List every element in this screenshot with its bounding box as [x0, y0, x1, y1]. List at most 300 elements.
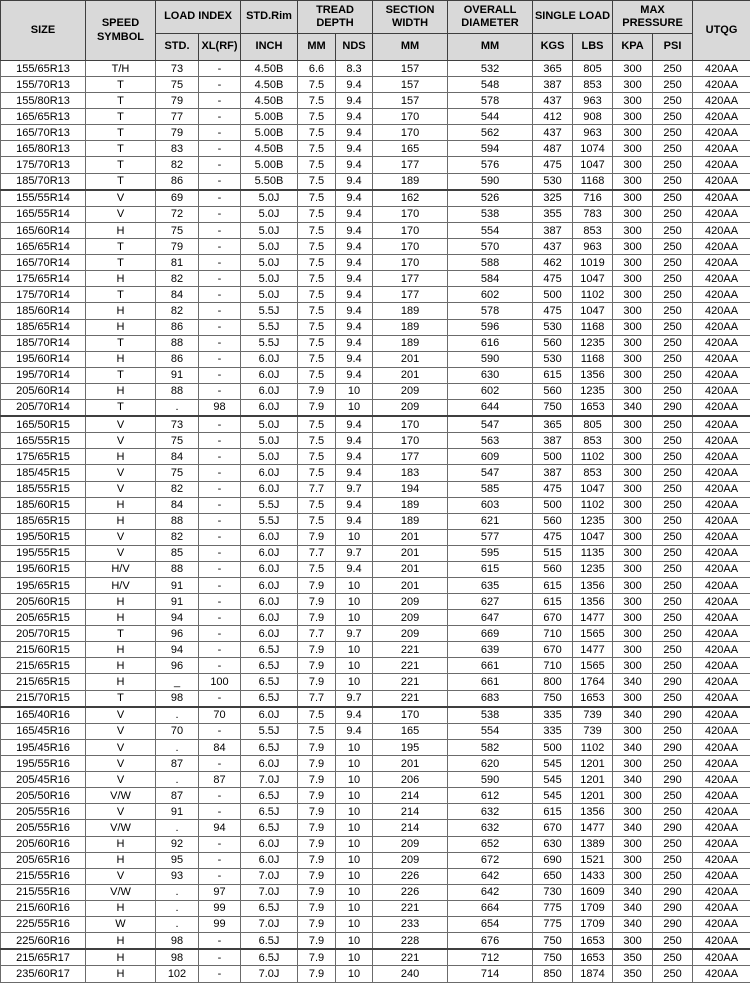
table-row [1, 271, 750, 287]
table-cell: 7.9 [298, 529, 336, 545]
table-cell: 532 [448, 61, 533, 77]
table-cell: 1235 [573, 513, 613, 529]
table-cell: H [86, 594, 156, 610]
table-cell: 621 [448, 513, 533, 529]
table-cell: 590 [448, 173, 533, 190]
table-cell: 588 [448, 255, 533, 271]
table-cell: V/W [86, 788, 156, 804]
table-cell: 420AA [693, 707, 750, 724]
table-cell: 1047 [573, 529, 613, 545]
table-cell: 165/60R14 [1, 223, 86, 239]
table-cell: V/W [86, 820, 156, 836]
table-cell: V [86, 416, 156, 433]
table-cell: 170 [373, 206, 448, 222]
table-cell: - [199, 206, 241, 222]
table-row [1, 966, 750, 983]
table-cell: 240 [373, 966, 448, 983]
table-cell: 9.4 [336, 319, 373, 335]
table-cell: 7.5 [298, 190, 336, 207]
table-cell: 530 [533, 319, 573, 335]
table-cell: 7.5 [298, 351, 336, 367]
table-cell: 9.7 [336, 690, 373, 707]
header-tread-depth: TREAD DEPTH [298, 1, 373, 34]
table-cell: 420AA [693, 173, 750, 190]
table-cell: 175/65R15 [1, 449, 86, 465]
table-cell: 225/55R16 [1, 916, 86, 932]
table-cell: 577 [448, 529, 533, 545]
table-row [1, 223, 750, 239]
table-cell: 250 [653, 223, 693, 239]
table-cell: 635 [448, 578, 533, 594]
table-cell: 8.3 [336, 61, 373, 77]
table-cell: 155/55R14 [1, 190, 86, 207]
table-cell: 205/50R16 [1, 788, 86, 804]
table-cell: 300 [613, 239, 653, 255]
table-cell: - [199, 529, 241, 545]
table-row [1, 255, 750, 271]
table-cell: 97 [199, 884, 241, 900]
table-cell: 10 [336, 756, 373, 772]
table-row [1, 433, 750, 449]
table-cell: 300 [613, 335, 653, 351]
table-cell: 420AA [693, 157, 750, 173]
table-cell: . [156, 740, 199, 756]
table-cell: 98 [156, 690, 199, 707]
table-cell: - [199, 93, 241, 109]
table-cell: 195/50R15 [1, 529, 86, 545]
table-cell: 185/70R14 [1, 335, 86, 351]
table-cell: 1653 [573, 949, 613, 966]
table-cell: 300 [613, 77, 653, 93]
table-cell: V/W [86, 884, 156, 900]
table-row [1, 852, 750, 868]
table-cell: 185/55R15 [1, 481, 86, 497]
table-cell: 250 [653, 836, 693, 852]
table-cell: 250 [653, 61, 693, 77]
table-cell: 170 [373, 707, 448, 724]
table-cell: 201 [373, 351, 448, 367]
table-cell: T [86, 335, 156, 351]
table-cell: - [199, 383, 241, 399]
table-cell: V [86, 756, 156, 772]
table-cell: 547 [448, 465, 533, 481]
table-cell: 1653 [573, 932, 613, 949]
table-row [1, 77, 750, 93]
table-cell: - [199, 190, 241, 207]
table-cell: 83 [156, 141, 199, 157]
table-cell: 215/65R17 [1, 949, 86, 966]
table-cell: 5.00B [241, 157, 298, 173]
table-cell: 7.9 [298, 788, 336, 804]
table-cell: 547 [448, 416, 533, 433]
table-cell: 165/70R13 [1, 125, 86, 141]
subheader-tread-mm: MM [298, 34, 336, 61]
table-cell: 87 [156, 756, 199, 772]
table-cell: 7.5 [298, 465, 336, 481]
table-cell: 670 [533, 610, 573, 626]
table-cell: 963 [573, 93, 613, 109]
table-cell: . [156, 772, 199, 788]
table-cell: 6.0J [241, 529, 298, 545]
table-cell: 615 [448, 561, 533, 577]
table-cell: 9.4 [336, 367, 373, 383]
table-cell: 235/60R17 [1, 966, 86, 983]
table-row [1, 723, 750, 739]
table-cell: 75 [156, 223, 199, 239]
table-cell: 420AA [693, 900, 750, 916]
table-cell: 290 [653, 740, 693, 756]
table-cell: 9.4 [336, 723, 373, 739]
table-cell: 98 [199, 399, 241, 416]
table-cell: 5.0J [241, 239, 298, 255]
table-cell: - [199, 303, 241, 319]
table-cell: 170 [373, 125, 448, 141]
table-cell: 201 [373, 578, 448, 594]
table-cell: 783 [573, 206, 613, 222]
table-cell: 7.5 [298, 561, 336, 577]
table-cell: - [199, 141, 241, 157]
table-cell: 185/65R15 [1, 513, 86, 529]
table-cell: 420AA [693, 723, 750, 739]
table-cell: 7.5 [298, 157, 336, 173]
table-cell: T [86, 141, 156, 157]
table-cell: 1356 [573, 367, 613, 383]
table-cell: 250 [653, 529, 693, 545]
table-cell: 420AA [693, 804, 750, 820]
table-cell: 91 [156, 804, 199, 820]
table-cell: H [86, 319, 156, 335]
table-cell: 853 [573, 77, 613, 93]
table-cell: 290 [653, 707, 693, 724]
table-row [1, 449, 750, 465]
table-cell: 75 [156, 465, 199, 481]
table-cell: 7.9 [298, 740, 336, 756]
table-cell: 627 [448, 594, 533, 610]
table-cell: 538 [448, 707, 533, 724]
table-cell: 300 [613, 756, 653, 772]
table-cell: V [86, 465, 156, 481]
table-cell: - [199, 77, 241, 93]
table-cell: 209 [373, 383, 448, 399]
table-cell: 1102 [573, 287, 613, 303]
table-cell: 250 [653, 966, 693, 983]
table-cell: 560 [533, 513, 573, 529]
table-cell: 215/60R15 [1, 642, 86, 658]
table-cell: 75 [156, 77, 199, 93]
table-row [1, 594, 750, 610]
table-row [1, 900, 750, 916]
table-cell: 6.0J [241, 351, 298, 367]
table-cell: 545 [533, 788, 573, 804]
table-cell: 420AA [693, 836, 750, 852]
table-cell: H [86, 852, 156, 868]
table-row [1, 497, 750, 513]
table-cell: 99 [199, 900, 241, 916]
table-cell: T [86, 77, 156, 93]
table-cell: - [199, 173, 241, 190]
table-cell: 1653 [573, 399, 613, 416]
table-cell: 170 [373, 239, 448, 255]
table-cell: 9.4 [336, 465, 373, 481]
table-cell: 716 [573, 190, 613, 207]
table-cell: 1433 [573, 868, 613, 884]
table-cell: 195 [373, 740, 448, 756]
table-cell: 9.4 [336, 449, 373, 465]
table-cell: 800 [533, 674, 573, 690]
table-cell: 209 [373, 610, 448, 626]
table-cell: H [86, 513, 156, 529]
table-cell: 250 [653, 868, 693, 884]
table-cell: 10 [336, 852, 373, 868]
table-cell: 155/70R13 [1, 77, 86, 93]
table-cell: - [199, 319, 241, 335]
table-cell: 1168 [573, 319, 613, 335]
table-cell: V [86, 529, 156, 545]
table-cell: 6.0J [241, 399, 298, 416]
table-cell: 9.4 [336, 223, 373, 239]
table-cell: 165/55R14 [1, 206, 86, 222]
table-cell: 5.0J [241, 433, 298, 449]
table-cell: 70 [199, 707, 241, 724]
table-cell: 177 [373, 287, 448, 303]
table-cell: - [199, 756, 241, 772]
table-cell: - [199, 433, 241, 449]
table-cell: 250 [653, 351, 693, 367]
table-cell: 582 [448, 740, 533, 756]
table-cell: 250 [653, 433, 693, 449]
table-cell: 420AA [693, 433, 750, 449]
table-cell: 712 [448, 949, 533, 966]
table-cell: 7.9 [298, 916, 336, 932]
table-cell: - [199, 367, 241, 383]
table-cell: 7.5 [298, 723, 336, 739]
table-cell: 4.50B [241, 93, 298, 109]
table-cell: 4.50B [241, 61, 298, 77]
table-cell: 7.9 [298, 836, 336, 852]
table-cell: 300 [613, 125, 653, 141]
table-cell: 1356 [573, 578, 613, 594]
table-cell: 420AA [693, 626, 750, 642]
table-cell: 7.5 [298, 271, 336, 287]
table-cell: 365 [533, 61, 573, 77]
table-cell: 1102 [573, 449, 613, 465]
table-row [1, 481, 750, 497]
table-cell: H [86, 900, 156, 916]
table-cell: 590 [448, 772, 533, 788]
table-cell: 300 [613, 529, 653, 545]
table-cell: 7.5 [298, 223, 336, 239]
table-cell: 6.0J [241, 545, 298, 561]
table-cell: 209 [373, 399, 448, 416]
table-cell: V [86, 545, 156, 561]
table-row [1, 916, 750, 932]
table-cell: 5.00B [241, 125, 298, 141]
table-cell: 6.0J [241, 383, 298, 399]
table-cell: 420AA [693, 756, 750, 772]
table-cell: 9.4 [336, 271, 373, 287]
table-cell: 420AA [693, 465, 750, 481]
table-cell: 420AA [693, 674, 750, 690]
table-cell: 250 [653, 852, 693, 868]
table-cell: 300 [613, 109, 653, 125]
table-cell: 94 [156, 610, 199, 626]
table-cell: - [199, 578, 241, 594]
table-cell: 9.7 [336, 545, 373, 561]
table-cell: 644 [448, 399, 533, 416]
table-cell: 6.5J [241, 804, 298, 820]
table-cell: 250 [653, 513, 693, 529]
table-cell: 300 [613, 626, 653, 642]
table-cell: 7.5 [298, 109, 336, 125]
table-cell: 335 [533, 723, 573, 739]
table-cell: 775 [533, 900, 573, 916]
table-cell: 205/60R16 [1, 836, 86, 852]
table-cell: 250 [653, 367, 693, 383]
table-cell: 6.0J [241, 626, 298, 642]
table-cell: 250 [653, 109, 693, 125]
table-cell: 225/60R16 [1, 932, 86, 949]
table-cell: 5.0J [241, 206, 298, 222]
table-cell: 250 [653, 157, 693, 173]
table-cell: H [86, 223, 156, 239]
table-cell: 300 [613, 157, 653, 173]
table-cell: 420AA [693, 141, 750, 157]
table-cell: 420AA [693, 383, 750, 399]
table-cell: - [199, 610, 241, 626]
table-cell: 487 [533, 141, 573, 157]
table-header [1, 1, 750, 61]
table-cell: 603 [448, 497, 533, 513]
table-cell: 95 [156, 852, 199, 868]
table-cell: 420AA [693, 416, 750, 433]
table-cell: T [86, 367, 156, 383]
table-cell: 9.4 [336, 125, 373, 141]
table-cell: 585 [448, 481, 533, 497]
subheader-kpa: KPA [613, 34, 653, 61]
table-cell: T [86, 93, 156, 109]
table-cell: 10 [336, 932, 373, 949]
table-cell: 157 [373, 77, 448, 93]
table-cell: 250 [653, 173, 693, 190]
table-cell: 250 [653, 497, 693, 513]
table-cell: 185/45R15 [1, 465, 86, 481]
table-cell: 5.0J [241, 449, 298, 465]
table-cell: 750 [533, 399, 573, 416]
table-cell: 5.00B [241, 109, 298, 125]
table-cell: 1201 [573, 788, 613, 804]
table-cell: 340 [613, 740, 653, 756]
table-cell: 335 [533, 707, 573, 724]
table-cell: 1477 [573, 610, 613, 626]
table-cell: 7.9 [298, 900, 336, 916]
table-row [1, 157, 750, 173]
table-cell: 1565 [573, 658, 613, 674]
table-cell: 300 [613, 578, 653, 594]
table-cell: 86 [156, 319, 199, 335]
table-cell: 596 [448, 319, 533, 335]
table-cell: 86 [156, 351, 199, 367]
table-cell: 420AA [693, 319, 750, 335]
table-cell: 1389 [573, 836, 613, 852]
table-cell: 195/70R14 [1, 367, 86, 383]
table-row [1, 949, 750, 966]
table-cell: 84 [156, 287, 199, 303]
table-cell: 7.5 [298, 239, 336, 255]
table-cell: T [86, 239, 156, 255]
table-cell: 420AA [693, 642, 750, 658]
table-cell: 963 [573, 125, 613, 141]
table-cell: 195/60R14 [1, 351, 86, 367]
table-cell: - [199, 545, 241, 561]
table-cell: 578 [448, 93, 533, 109]
table-cell: 250 [653, 465, 693, 481]
table-cell: 102 [156, 966, 199, 983]
table-cell: 250 [653, 481, 693, 497]
table-cell: 750 [533, 949, 573, 966]
table-cell: 82 [156, 271, 199, 287]
table-cell: 387 [533, 433, 573, 449]
table-row [1, 740, 750, 756]
table-cell: 73 [156, 416, 199, 433]
table-cell: 642 [448, 868, 533, 884]
table-cell: 300 [613, 93, 653, 109]
subheader-inch: INCH [241, 34, 298, 61]
table-cell: 300 [613, 351, 653, 367]
table-cell: 1477 [573, 642, 613, 658]
table-cell: 214 [373, 820, 448, 836]
header-max-pressure: MAX PRESSURE [613, 1, 693, 34]
table-cell: 576 [448, 157, 533, 173]
table-cell: - [199, 836, 241, 852]
table-cell: - [199, 481, 241, 497]
table-cell: - [199, 788, 241, 804]
table-row [1, 674, 750, 690]
table-cell: 7.9 [298, 868, 336, 884]
table-cell: - [199, 271, 241, 287]
table-cell: 420AA [693, 513, 750, 529]
table-cell: 9.4 [336, 561, 373, 577]
table-cell: 340 [613, 820, 653, 836]
table-cell: 1764 [573, 674, 613, 690]
table-cell: 185/60R14 [1, 303, 86, 319]
table-cell: 639 [448, 642, 533, 658]
table-cell: 10 [336, 868, 373, 884]
table-cell: 340 [613, 399, 653, 416]
table-cell: 530 [533, 351, 573, 367]
table-cell: 730 [533, 884, 573, 900]
table-cell: 6.6 [298, 61, 336, 77]
table-cell: 340 [613, 772, 653, 788]
table-row [1, 561, 750, 577]
table-row [1, 884, 750, 900]
table-cell: 195/45R16 [1, 740, 86, 756]
table-cell: 420AA [693, 109, 750, 125]
table-cell: 420AA [693, 223, 750, 239]
table-cell: 300 [613, 497, 653, 513]
table-cell: 195/60R15 [1, 561, 86, 577]
table-cell: 6.5J [241, 932, 298, 949]
header-load-index: LOAD INDEX [156, 1, 241, 34]
table-cell: 775 [533, 916, 573, 932]
table-cell: 165/40R16 [1, 707, 86, 724]
table-cell: 86 [156, 173, 199, 190]
table-cell: 205/45R16 [1, 772, 86, 788]
table-cell: 609 [448, 449, 533, 465]
table-row [1, 206, 750, 222]
table-cell: 7.5 [298, 287, 336, 303]
table-cell: 578 [448, 303, 533, 319]
table-cell: 9.4 [336, 109, 373, 125]
